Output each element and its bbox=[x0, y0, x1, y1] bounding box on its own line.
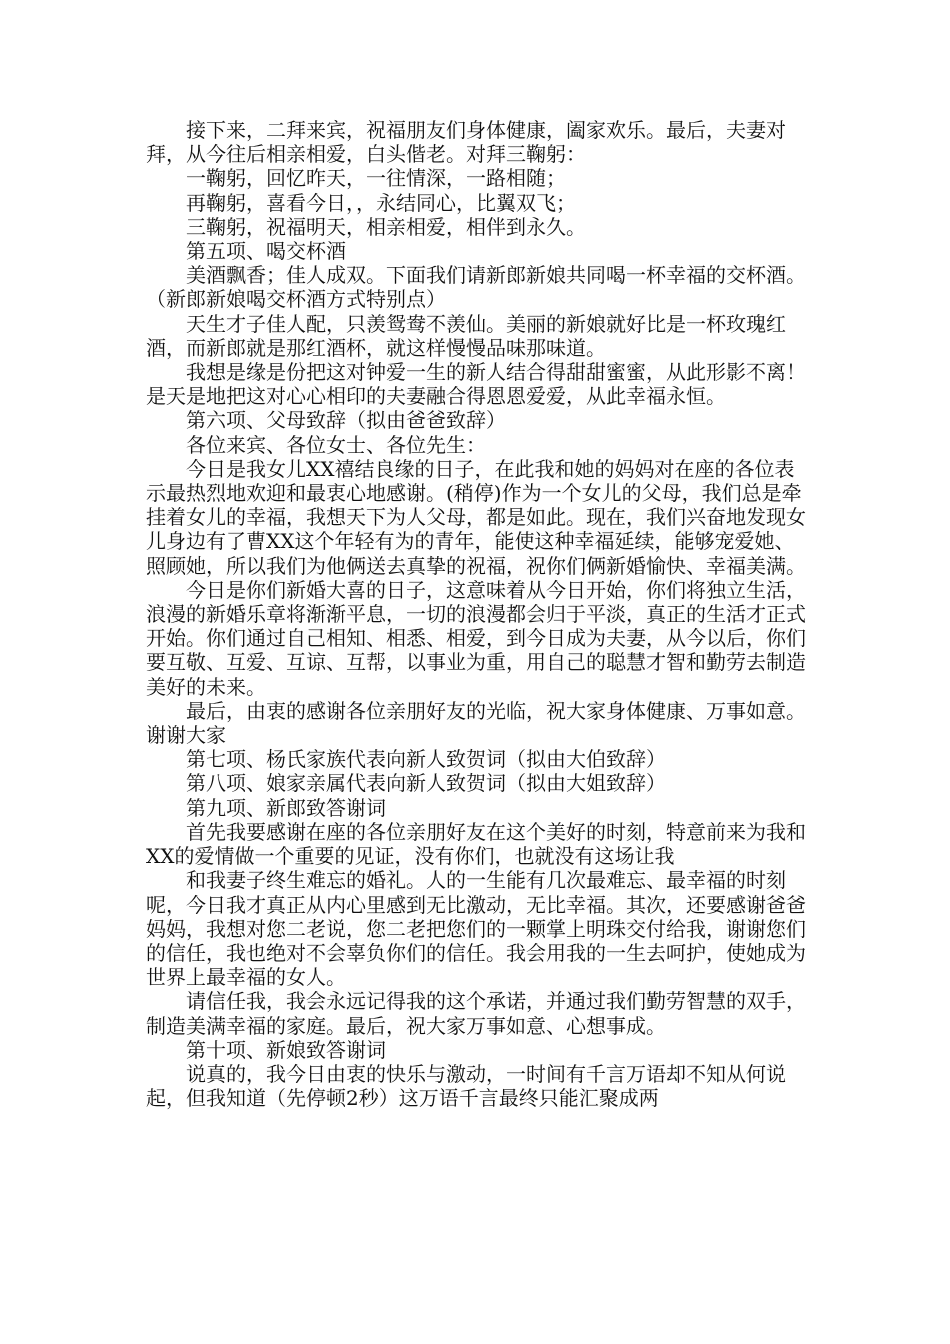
section-heading: 第九项、新郎致答谢词 bbox=[186, 795, 386, 820]
paragraph: 说真的，我今日由衷的快乐与激动，一时间有千言万语却不知从何说起，但我知道（先停顿2秒）这万语千言最终只能汇聚成两 bbox=[146, 1061, 786, 1111]
paragraph: 最后，由衷的感谢各位亲朋好友的光临，祝大家身体健康、万事如意。谢谢大家 bbox=[146, 698, 806, 748]
section-heading: 第五项、喝交杯酒 bbox=[186, 239, 346, 264]
paragraph: 再鞠躬，喜看今日，，永结同心，比翼双飞； bbox=[186, 190, 576, 215]
paragraph: 今日是我女儿XX禧结良缘的日子，在此我和她的妈妈对在座的各位表示最热烈地欢迎和最衷心地感谢。(稍停)作为一个女儿的父母，我们总是牵挂着女儿的幸福，我想天下为人父母，都是如此。现在，我们兴奋地发现女儿身边有了曹XX这个年轻有为的青年，能使这种幸福延续，能够宠爱她、照顾她，所以我们为他俩送去真挚的祝福，祝你们俩新婚愉快、幸福美满。 bbox=[146, 456, 806, 578]
paragraph: 首先我要感谢在座的各位亲朋好友在这个美好的时刻，特意前来为我和XX的爱情做一个重要的见证，没有你们，也就没有这场让我 bbox=[146, 819, 806, 869]
document-body bbox=[146, 118, 810, 1110]
paragraph: 各位来宾、各位女士、各位先生： bbox=[186, 432, 486, 457]
section-heading: 第十项、新娘致答谢词 bbox=[186, 1037, 386, 1062]
paragraph: 天生才子佳人配，只羡鸳鸯不羡仙。美丽的新娘就好比是一杯玫瑰红酒，而新郎就是那红酒杯，就这样慢慢品味那味道。 bbox=[146, 311, 786, 360]
paragraph: 三鞠躬，祝福明天，相亲相爱，相伴到永久。 bbox=[186, 214, 586, 239]
paragraph: 今日是你们新婚大喜的日子，这意味着从今日开始，你们将独立生活，浪漫的新婚乐章将渐渐平息，一切的浪漫都会归于平淡，真正的生活才正式开始。你们通过自己相知、相悉、相爱，到今日成为夫妻，从今以后，你们要互敬、互爱、互谅、互帮，以事业为重，用自己的聪慧才智和勤劳去制造美好的未来。 bbox=[146, 577, 806, 699]
section-heading: 第八项、娘家亲属代表向新人致贺词（拟由大姐致辞） bbox=[186, 771, 666, 796]
paragraph: 接下来，二拜来宾，祝福朋友们身体健康，阖家欢乐。最后，夫妻对拜，从今往后相亲相爱，白头偕老。对拜三鞠躬： bbox=[146, 118, 786, 167]
section-heading: 第七项、杨氏家族代表向新人致贺词（拟由大伯致辞） bbox=[186, 747, 666, 772]
paragraph: 和我妻子终生难忘的婚礼。人的一生能有几次最难忘、最幸福的时刻呢，今日我才真正从内心里感到无比激动，无比幸福。其次，还要感谢爸爸妈妈，我想对您二老说，您二老把您们的一颗掌上明珠交付给我，谢谢您们的信任，我也绝对不会辜负你们的信任。我会用我的一生去呵护，使她成为世界上最幸福的女人。 bbox=[146, 868, 806, 990]
paragraph: 一鞠躬，回忆昨天，一往情深，一路相随； bbox=[186, 166, 566, 191]
section-heading: 第六项、父母致辞（拟由爸爸致辞） bbox=[186, 408, 506, 433]
paragraph: 请信任我，我会永远记得我的这个承诺，并通过我们勤劳智慧的双手，制造美满幸福的家庭。最后，祝大家万事如意、心想事成。 bbox=[146, 989, 806, 1038]
paragraph: 美酒飘香；佳人成双。下面我们请新郎新娘共同喝一杯幸福的交杯酒。（新郎新娘喝交杯酒方式特别点） bbox=[146, 263, 806, 312]
paragraph: 我想是缘是份把这对钟爱一生的新人结合得甜甜蜜蜜，从此形影不离！是天是地把这对心心相印的夫妻融合得恩恩爱爱，从此幸福永恒。 bbox=[146, 360, 806, 409]
